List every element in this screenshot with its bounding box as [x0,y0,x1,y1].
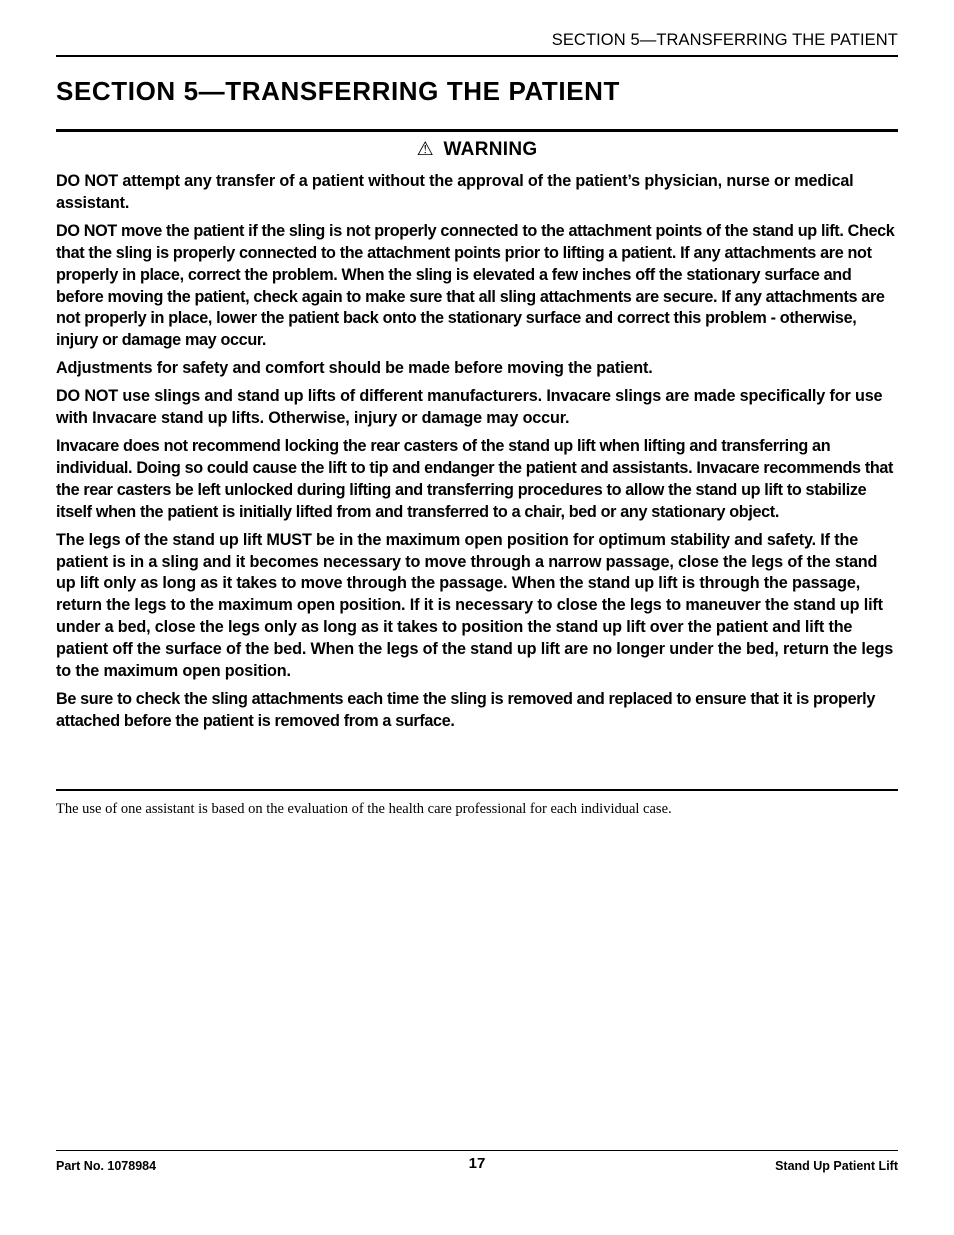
warning-paragraph [56,171,898,215]
warning-text: move the patient if the sling is not properly connected to the attachment points of the stand up lift. Check that the sling is properly connected to the attachment points prior to lifting a patient. If any attachments are not properly in place, correct the problem. When the sling is elevated a few inches off the stationary surface and before moving the patient, check again to make sure that all sling attachments are secure. If any attachments are not properly in place, lower the patient back onto the stationary surface and correct this problem - otherwise, injury or damage may occur. [56,221,895,350]
warning-paragraph [56,386,898,430]
warning-top-rule [56,129,898,132]
do-not-lead: DO NOT [56,387,119,406]
warning-text: attempt any transfer of a patient without the approval of the patient’s physician, nurse or medical assistant. [56,172,854,212]
footnote: The use of one assistant is based on the evaluation of the health care professional for each individual case. [56,801,672,817]
warning-text: Be sure to check the sling attachments each time the sling is removed and replaced to ensure that it is properly attached before the patient is removed from a surface. [56,689,875,730]
warning-label: WARNING [443,139,538,160]
warning-paragraph [56,436,898,524]
warning-text: Adjustments for safety and comfort should be made before moving the patient. [56,359,653,378]
do-not-lead: DO NOT [56,172,119,190]
warning-text: use slings and stand up lifts of different manufacturers. Invacare slings are made specifically for use with Invacare stand up lifts. Otherwise, injury or damage may occur. [56,387,883,428]
warning-paragraph [56,689,898,733]
header-rule [56,55,898,57]
warning-bottom-rule [56,789,898,791]
warning-paragraph [56,358,898,380]
warning-paragraph [56,530,898,683]
warning-triangle-icon: ⚠ [416,139,434,160]
warning-text: Invacare does not recommend locking the rear casters of the stand up lift when lifting and transferring an individual. Doing so could cause the lift to tip and endanger the patient and assistants. Invacare recommends that the rear casters be left unlocked during lifting and transferring procedures to allow the stand up lift to stabilize itself when the patient is initially lifted from and transferred to a chair, bed or any stationary object. [56,436,894,521]
do-not-lead: DO NOT [56,221,117,240]
part-number: Part No. 1078984 [56,1159,157,1173]
footer-rule [56,1150,898,1151]
warning-text: The legs of the stand up lift MUST be in the maximum open position for optimum stability and safety. If the patient is in a sling and it becomes necessary to move through a narrow passage, close the legs of the stand up lift only as long as it takes to move through the passage. When the stand up lift is through the passage, return the legs to the maximum open position. If it is necessary to close the legs to maneuver the stand up lift under a bed, close the legs only as long as it takes to position the stand up lift over the patient and lift the patient off the surface of the bed. When the legs of the stand up lift are no longer under the bed, return the legs to the maximum open position. [56,530,894,681]
warning-heading [56,138,898,161]
page-number: 17 [468,1155,486,1172]
page-title: SECTION 5—TRANSFERRING THE PATIENT [56,76,621,106]
product-name: Stand Up Patient Lift [775,1159,898,1173]
warning-paragraph [56,221,898,352]
running-head: SECTION 5—TRANSFERRING THE PATIENT [551,31,898,49]
warning-body [56,171,898,739]
